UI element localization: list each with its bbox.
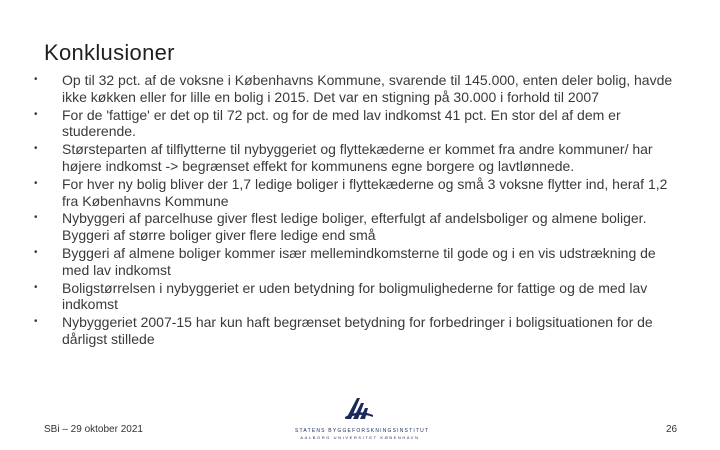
bullet-text: Størsteparten af tilflytterne til nybyggeriet og flyttekæderne er kommet fra andre kommuner/ har højere indkomst -> begrænset effekt for kommunens egne borgere og lavtlønnede. bbox=[62, 141, 653, 174]
bullet-icon: • bbox=[34, 74, 38, 85]
bullet-item bbox=[34, 72, 684, 106]
page-number: 26 bbox=[666, 424, 678, 435]
bullet-text: For hver ny bolig bliver der 1,7 ledige boliger i flyttekæderne og små 3 voksne flytter ind, heraf 1,2 fra Københavns Kommune bbox=[62, 175, 668, 209]
bullet-text: For de 'fattige' er det op til 72 pct. og for de med lav indkomst 41 pct. En stor del af dem er studerende. bbox=[62, 106, 621, 140]
bullet-icon: • bbox=[34, 246, 38, 258]
bullet-item bbox=[34, 280, 684, 314]
bullet-item bbox=[34, 176, 684, 210]
bullet-icon: • bbox=[34, 212, 38, 224]
bullet-text: Nybyggeri af parcelhuse giver flest ledige boliger, efterfulgt af andelsboliger og almene boliger. Byggeri af større boliger giver flere ledige end små bbox=[62, 210, 647, 244]
bullet-item bbox=[34, 245, 684, 279]
bullet-icon: • bbox=[34, 108, 38, 120]
bullet-text: Op til 32 pct. af de voksne i Københavns Kommune, svarende til 145.000, enten deler bolig, havde ikke køkken eller for lille en bolig i 2015. Det var en stigning på 30.000 i forhold til 2007 bbox=[62, 72, 673, 105]
sbi-logo-icon bbox=[343, 395, 375, 421]
footer-date: SBi – 29 oktober 2021 bbox=[44, 424, 143, 435]
sbi-logo bbox=[295, 395, 430, 440]
logo-text-institute: STATENS BYGGEFORSKNINGSINSTITUT bbox=[295, 428, 430, 434]
slide-title: Konklusioner bbox=[44, 40, 175, 65]
bullet-list bbox=[34, 72, 684, 349]
bullet-item bbox=[34, 210, 684, 244]
bullet-icon: • bbox=[34, 143, 38, 155]
bullet-icon: • bbox=[34, 177, 38, 189]
bullet-icon: • bbox=[34, 316, 38, 328]
bullet-text: Nybyggeriet 2007-15 har kun haft begrænset betydning for forbedringer i boligsituationen for de dårligst stillede bbox=[62, 314, 653, 347]
logo-text-university: AALBORG UNIVERSITET KØBENHAVN bbox=[300, 435, 420, 440]
bullet-item bbox=[34, 314, 684, 348]
bullet-item bbox=[34, 141, 684, 175]
bullet-icon: • bbox=[34, 281, 38, 293]
bullet-text: Boligstørrelsen i nybyggeriet er uden betydning for boligmulighederne for fattige og de med lav indkomst bbox=[62, 279, 648, 313]
bullet-text: Byggeri af almene boliger kommer især mellemindkomsterne til gode og i en vis udstrækning de med lav indkomst bbox=[62, 244, 656, 278]
bullet-item bbox=[34, 107, 684, 141]
